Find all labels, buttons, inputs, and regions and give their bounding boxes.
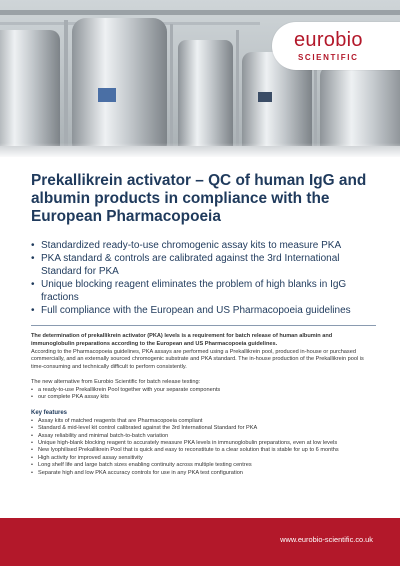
key-feature-item: • New lyophilised Prekallikrein Pool that is quick and easy to reconstitute to a clear solution that is stable for up to 6 months: [31, 447, 376, 454]
logo-badge: [272, 22, 400, 70]
key-features-list: [31, 418, 376, 477]
alternative-intro: The new alternative from Eurobio Scientific for batch release testing:: [31, 379, 201, 386]
logo-wordmark: eurobio: [294, 29, 363, 51]
logo-subtitle: SCIENTIFIC: [298, 53, 359, 62]
key-features-heading: Key features: [31, 409, 68, 416]
alternative-list: [31, 387, 376, 402]
section-divider: [31, 325, 376, 326]
feature-item: • Full compliance with the European and US Pharmacopoeia guidelines: [31, 305, 376, 317]
feature-item: • Standardized ready-to-use chromogenic assay kits to measure PKA: [31, 240, 376, 252]
hero-fade: [0, 143, 400, 157]
key-feature-item: • Separate high and low PKA accuracy controls for use in any PKA test configuration: [31, 470, 376, 477]
feature-list: [31, 240, 376, 317]
key-feature-item: • Unique high-blank blocking reagent to accurately measure PKA levels in immunoglobulin preparations, even at low levels: [31, 440, 376, 447]
feature-item: • Unique blocking reagent eliminates the problem of high blanks in IgG fractions: [31, 279, 376, 304]
lead-paragraph: The determination of prekallikrein activator (PKA) levels is a requirement for batch release of human albumin and immunoglobulin preparations according to the European and US Pharmacopoeia guidelines.: [31, 333, 333, 348]
key-feature-item: • High activity for improved assay sensitivity: [31, 455, 376, 462]
page-title: Prekallikrein activator – QC of human IgG and albumin products in compliance with the European Pharmacopoeia: [31, 172, 367, 225]
main-content: [31, 172, 376, 477]
footer-bar: [0, 518, 400, 566]
alternative-item: • a ready-to-use Prekallikrein Pool together with your separate components: [31, 387, 376, 394]
key-feature-item: • Standard & mid-level kit control calibrated against the 3rd International Standard for PKA: [31, 425, 376, 432]
body-paragraph: According to the Pharmacopoeia guidelines, PKA assays are performed using a Prekallikrein pool, produced in-house or purchased commercially, and an externally sourced chromogenic substrate and PKA standard. The in-house production of the Prekallikrein pool is time-consuming and technically difficult to perform consistently.: [31, 348, 364, 370]
feature-item: • PKA standard & controls are calibrated against the 3rd International Standard for PKA: [31, 253, 376, 278]
website-link[interactable]: www.eurobio-scientific.co.uk: [280, 535, 373, 544]
alternative-item: • our complete PKA assay kits: [31, 394, 376, 401]
key-feature-item: • Assay kits of matched reagents that are Pharmacopoeia compliant: [31, 418, 376, 425]
key-feature-item: • Assay reliability and minimal batch-to-batch variation: [31, 433, 376, 440]
key-feature-item: • Long shelf life and large batch sizes enabling continuity across multiple testing centres: [31, 462, 376, 469]
